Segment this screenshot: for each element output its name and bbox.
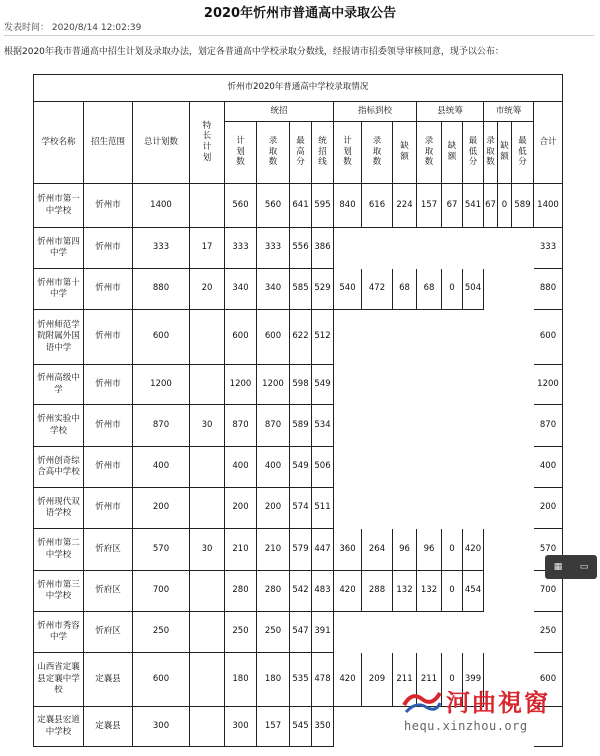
cell-u-high: 641 [290, 184, 312, 228]
cell-q-adm [362, 365, 393, 405]
table-row [34, 571, 563, 612]
cell-c-short: 0 [442, 653, 463, 707]
cell-total-plan: 200 [133, 488, 190, 529]
cell-q-adm: 209 [362, 653, 393, 707]
cell-u-plan: 300 [225, 707, 257, 747]
cell-q-plan: 360 [334, 529, 362, 571]
cell-q-short [393, 310, 417, 365]
header-c-lowest: 最低分 [463, 122, 484, 184]
cell-m-low [512, 310, 534, 365]
cell-u-adm: 180 [257, 653, 290, 707]
cell-m-adm [484, 612, 498, 653]
cell-sum: 700 [534, 571, 563, 612]
group-city: 市统筹 [484, 102, 534, 122]
cell-range: 忻府区 [84, 529, 133, 571]
cell-range: 忻府区 [84, 612, 133, 653]
divider [4, 35, 594, 36]
admission-table-part-1 [33, 74, 563, 405]
cell-sum: 1400 [534, 184, 563, 228]
cell-c-short: 0 [442, 269, 463, 310]
watermark [400, 683, 596, 749]
cell-m-low [512, 571, 534, 612]
cell-m-adm [484, 310, 498, 365]
header-u-cutoff: 统招线 [312, 122, 334, 184]
cell-q-adm [362, 707, 393, 747]
cell-q-short [393, 228, 417, 269]
cell-u-cut: 483 [312, 571, 334, 612]
cell-q-adm [362, 405, 393, 447]
cell-q-short: 132 [393, 571, 417, 612]
cell-q-adm [362, 447, 393, 488]
group-quota: 指标到校 [334, 102, 417, 122]
cell-school-name: 山西省定襄县定襄中学校 [34, 653, 84, 707]
cell-u-adm: 600 [257, 310, 290, 365]
cell-sum: 600 [534, 310, 563, 365]
watermark-name: 河曲視窗 [446, 688, 550, 717]
table-row [34, 447, 563, 488]
cell-c-low: 399 [463, 653, 484, 707]
cell-special-plan [190, 571, 225, 612]
cell-m-short [498, 269, 512, 310]
header-sum: 合计 [534, 102, 563, 184]
cell-special-plan [190, 707, 225, 747]
cell-q-plan [334, 228, 362, 269]
cell-u-cut: 511 [312, 488, 334, 529]
cell-m-adm [484, 228, 498, 269]
header-range: 招生范围 [84, 102, 133, 184]
cell-c-low: 454 [463, 571, 484, 612]
table-row [34, 405, 563, 447]
cell-u-cut: 529 [312, 269, 334, 310]
cell-c-low [463, 612, 484, 653]
cell-u-cut: 506 [312, 447, 334, 488]
cell-m-short [498, 228, 512, 269]
cell-u-cut: 512 [312, 310, 334, 365]
cell-m-low: 589 [512, 184, 534, 228]
cell-school-name: 忻州创奇综合高中学校 [34, 447, 84, 488]
cell-sum: 400 [534, 447, 563, 488]
cell-range: 忻州市 [84, 184, 133, 228]
cell-q-short [393, 365, 417, 405]
page-title: 2020年忻州市普通高中录取公告 [203, 6, 397, 21]
cell-sum: 1200 [534, 365, 563, 405]
cell-q-plan [334, 447, 362, 488]
cell-u-adm: 333 [257, 228, 290, 269]
cell-m-low [512, 529, 534, 571]
cell-m-short [498, 447, 512, 488]
header-q-plan: 计划数 [334, 122, 362, 184]
cell-special-plan [190, 447, 225, 488]
cell-q-short [393, 612, 417, 653]
cell-c-adm: 132 [417, 571, 442, 612]
cell-m-adm: 67 [484, 184, 498, 228]
cell-total-plan: 600 [133, 653, 190, 707]
cell-c-short: 67 [442, 184, 463, 228]
cell-total-plan: 600 [133, 310, 190, 365]
cell-c-short [442, 447, 463, 488]
cell-m-low [512, 405, 534, 447]
cell-u-plan: 560 [225, 184, 257, 228]
cell-school-name: 忻州市第一中学校 [34, 184, 84, 228]
cell-school-name: 忻州市第三中学校 [34, 571, 84, 612]
publish-time [4, 20, 141, 33]
cell-special-plan [190, 488, 225, 529]
cell-u-high: 579 [290, 529, 312, 571]
publish-value: 2020/8/14 12:02:39 [51, 23, 142, 33]
cell-m-adm [484, 488, 498, 529]
cell-q-short: 68 [393, 269, 417, 310]
cell-c-low [463, 310, 484, 365]
cell-school-name: 定襄县宏道中学校 [34, 707, 84, 747]
cell-m-short [498, 529, 512, 571]
cell-q-adm: 288 [362, 571, 393, 612]
cell-q-plan: 540 [334, 269, 362, 310]
cell-school-name: 忻州实验中学校 [34, 405, 84, 447]
cell-total-plan: 250 [133, 612, 190, 653]
header-c-shortfall: 缺额 [442, 122, 463, 184]
cell-school-name: 忻州市秀容中学 [34, 612, 84, 653]
cell-sum: 600 [534, 653, 563, 707]
cell-u-high: 556 [290, 228, 312, 269]
river-logo-icon [402, 685, 442, 715]
cell-c-low [463, 365, 484, 405]
cell-total-plan: 870 [133, 405, 190, 447]
cell-c-adm [417, 447, 442, 488]
cell-sum: 250 [534, 612, 563, 653]
cell-c-adm [417, 405, 442, 447]
cell-q-plan: 420 [334, 571, 362, 612]
header-special-plan: 特长计划 [190, 102, 225, 184]
cell-q-short [393, 488, 417, 529]
cell-u-cut: 549 [312, 365, 334, 405]
cell-total-plan: 400 [133, 447, 190, 488]
cell-school-name: 忻州现代双语学校 [34, 488, 84, 529]
cell-u-adm: 200 [257, 488, 290, 529]
cell-q-adm: 472 [362, 269, 393, 310]
cell-u-high: 535 [290, 653, 312, 707]
cell-q-short [393, 405, 417, 447]
header-school: 学校名称 [34, 102, 84, 184]
header-u-admitted: 录取数 [257, 122, 290, 184]
cell-range: 定襄县 [84, 653, 133, 707]
cell-sum: 333 [534, 228, 563, 269]
intro-text: 根据2020年我市普通高中招生计划及录取办法，划定各普通高中学校录取分数线，经报请市招委领导审核同意，现予以公布： [4, 47, 504, 57]
cell-u-adm: 250 [257, 612, 290, 653]
cell-c-adm [417, 488, 442, 529]
cell-m-short [498, 571, 512, 612]
cell-special-plan: 20 [190, 269, 225, 310]
cell-m-low [512, 447, 534, 488]
cell-m-short [498, 488, 512, 529]
cell-q-short: 224 [393, 184, 417, 228]
cell-u-plan: 400 [225, 447, 257, 488]
cell-special-plan [190, 184, 225, 228]
header-c-admitted: 录取数 [417, 122, 442, 184]
cell-c-short: 0 [442, 571, 463, 612]
cell-m-adm [484, 269, 498, 310]
cell-u-adm: 340 [257, 269, 290, 310]
cell-u-cut: 534 [312, 405, 334, 447]
cell-school-name: 忻州市第十中学 [34, 269, 84, 310]
cell-q-plan [334, 310, 362, 365]
cell-c-short: 0 [442, 529, 463, 571]
table-row [34, 488, 563, 529]
cell-m-low [512, 612, 534, 653]
cell-range: 忻州市 [84, 447, 133, 488]
cell-q-adm: 264 [362, 529, 393, 571]
cell-q-adm [362, 310, 393, 365]
cell-u-high: 598 [290, 365, 312, 405]
cell-q-plan: 420 [334, 653, 362, 707]
group-unified: 统招 [225, 102, 334, 122]
cell-q-plan [334, 365, 362, 405]
cell-u-cut: 386 [312, 228, 334, 269]
cell-q-adm [362, 228, 393, 269]
cell-u-plan: 600 [225, 310, 257, 365]
cell-c-adm: 211 [417, 653, 442, 707]
cell-m-adm [484, 529, 498, 571]
cell-total-plan: 1200 [133, 365, 190, 405]
cell-c-short [442, 310, 463, 365]
header-total-plan: 总计划数 [133, 102, 190, 184]
table-row [34, 184, 563, 228]
cell-u-cut: 447 [312, 529, 334, 571]
cell-special-plan [190, 365, 225, 405]
cell-m-short [498, 365, 512, 405]
cell-sum: 200 [534, 488, 563, 529]
cell-u-plan: 200 [225, 488, 257, 529]
cell-m-low [512, 269, 534, 310]
cell-range: 忻州市 [84, 365, 133, 405]
cell-u-plan: 333 [225, 228, 257, 269]
cell-m-low [512, 228, 534, 269]
cell-c-short [442, 612, 463, 653]
cell-m-low [512, 365, 534, 405]
cell-q-adm: 616 [362, 184, 393, 228]
cell-u-cut: 391 [312, 612, 334, 653]
cell-range: 忻州市 [84, 488, 133, 529]
cell-u-high: 547 [290, 612, 312, 653]
cell-u-cut: 595 [312, 184, 334, 228]
cell-school-name: 忻州师范学院附属外国语中学 [34, 310, 84, 365]
header-u-highest: 最高分 [290, 122, 312, 184]
cell-c-short [442, 228, 463, 269]
table-row [34, 529, 563, 571]
cell-q-short: 96 [393, 529, 417, 571]
group-county: 县统筹 [417, 102, 484, 122]
cell-m-short [498, 612, 512, 653]
table-row [34, 365, 563, 405]
cell-u-adm: 280 [257, 571, 290, 612]
cell-m-adm [484, 571, 498, 612]
cell-special-plan [190, 612, 225, 653]
cell-q-plan [334, 405, 362, 447]
cell-c-low [463, 405, 484, 447]
cell-u-plan: 210 [225, 529, 257, 571]
cell-u-plan: 180 [225, 653, 257, 707]
cell-total-plan: 880 [133, 269, 190, 310]
cell-special-plan: 30 [190, 405, 225, 447]
cell-u-adm: 400 [257, 447, 290, 488]
cell-u-high: 585 [290, 269, 312, 310]
cell-u-high: 549 [290, 447, 312, 488]
cell-m-adm [484, 405, 498, 447]
cell-range: 忻州市 [84, 228, 133, 269]
cell-q-short [393, 447, 417, 488]
cell-c-low: 504 [463, 269, 484, 310]
header-q-admitted: 录取数 [362, 122, 393, 184]
cell-q-plan [334, 707, 362, 747]
cell-u-plan: 340 [225, 269, 257, 310]
header-u-plan: 计划数 [225, 122, 257, 184]
cell-c-low [463, 228, 484, 269]
cell-special-plan [190, 310, 225, 365]
cell-u-high: 542 [290, 571, 312, 612]
header-m-lowest: 最低分 [512, 122, 534, 184]
cell-c-low [463, 447, 484, 488]
watermark-url: hequ.xinzhou.org [404, 719, 528, 733]
cell-range: 忻州市 [84, 405, 133, 447]
cell-u-cut: 350 [312, 707, 334, 747]
cell-m-adm [484, 447, 498, 488]
cell-q-plan [334, 612, 362, 653]
cell-c-low: 541 [463, 184, 484, 228]
cell-total-plan: 570 [133, 529, 190, 571]
table-row [34, 310, 563, 365]
publish-label: 发表时间： [4, 23, 50, 33]
table-row [34, 269, 563, 310]
cell-u-high: 589 [290, 405, 312, 447]
cell-range: 忻州市 [84, 310, 133, 365]
grid-icon[interactable]: ▦ [553, 562, 563, 572]
cell-range: 忻府区 [84, 571, 133, 612]
cell-u-adm: 210 [257, 529, 290, 571]
cell-m-short [498, 405, 512, 447]
cell-q-adm [362, 488, 393, 529]
cell-u-plan: 280 [225, 571, 257, 612]
cell-m-short [498, 310, 512, 365]
cell-u-plan: 250 [225, 612, 257, 653]
cell-c-adm: 68 [417, 269, 442, 310]
cell-c-low: 420 [463, 529, 484, 571]
cell-m-low [512, 488, 534, 529]
cell-u-plan: 1200 [225, 365, 257, 405]
cell-u-adm: 157 [257, 707, 290, 747]
cell-school-name: 忻州市第四中学 [34, 228, 84, 269]
cell-q-adm [362, 612, 393, 653]
cell-u-adm: 560 [257, 184, 290, 228]
cell-u-adm: 870 [257, 405, 290, 447]
cell-u-high: 545 [290, 707, 312, 747]
table-caption: 忻州市2020年普通高中学校录取情况 [34, 75, 563, 102]
cell-c-short [442, 488, 463, 529]
cell-c-low [463, 488, 484, 529]
cell-u-cut: 478 [312, 653, 334, 707]
cell-total-plan: 300 [133, 707, 190, 747]
cell-q-plan [334, 488, 362, 529]
cell-school-name: 忻州市第二中学校 [34, 529, 84, 571]
cell-sum: 880 [534, 269, 563, 310]
header-m-admitted: 录取数 [484, 122, 498, 184]
cell-range: 忻州市 [84, 269, 133, 310]
cell-c-adm [417, 612, 442, 653]
cell-sum: 570 [534, 529, 563, 571]
cell-total-plan: 1400 [133, 184, 190, 228]
cell-c-short [442, 405, 463, 447]
cell-range: 定襄县 [84, 707, 133, 747]
cell-u-high: 622 [290, 310, 312, 365]
cell-c-adm [417, 228, 442, 269]
screen-icon[interactable]: ▭ [579, 562, 589, 572]
cell-u-adm: 1200 [257, 365, 290, 405]
cell-u-high: 574 [290, 488, 312, 529]
cell-m-adm [484, 365, 498, 405]
cell-c-adm [417, 310, 442, 365]
header-m-shortfall: 缺额 [498, 122, 512, 184]
floating-tool-widget[interactable] [545, 555, 597, 579]
cell-m-short: 0 [498, 184, 512, 228]
table-row [34, 228, 563, 269]
cell-q-plan: 840 [334, 184, 362, 228]
cell-c-adm: 96 [417, 529, 442, 571]
cell-school-name: 忻州高级中学 [34, 365, 84, 405]
table-row [34, 612, 563, 653]
cell-u-plan: 870 [225, 405, 257, 447]
cell-c-short [442, 365, 463, 405]
cell-c-adm [417, 365, 442, 405]
cell-c-adm: 157 [417, 184, 442, 228]
cell-q-short: 211 [393, 653, 417, 707]
cell-special-plan: 30 [190, 529, 225, 571]
cell-sum: 870 [534, 405, 563, 447]
cell-total-plan: 333 [133, 228, 190, 269]
cell-special-plan: 17 [190, 228, 225, 269]
header-q-shortfall: 缺额 [393, 122, 417, 184]
cell-total-plan: 700 [133, 571, 190, 612]
cell-special-plan [190, 653, 225, 707]
